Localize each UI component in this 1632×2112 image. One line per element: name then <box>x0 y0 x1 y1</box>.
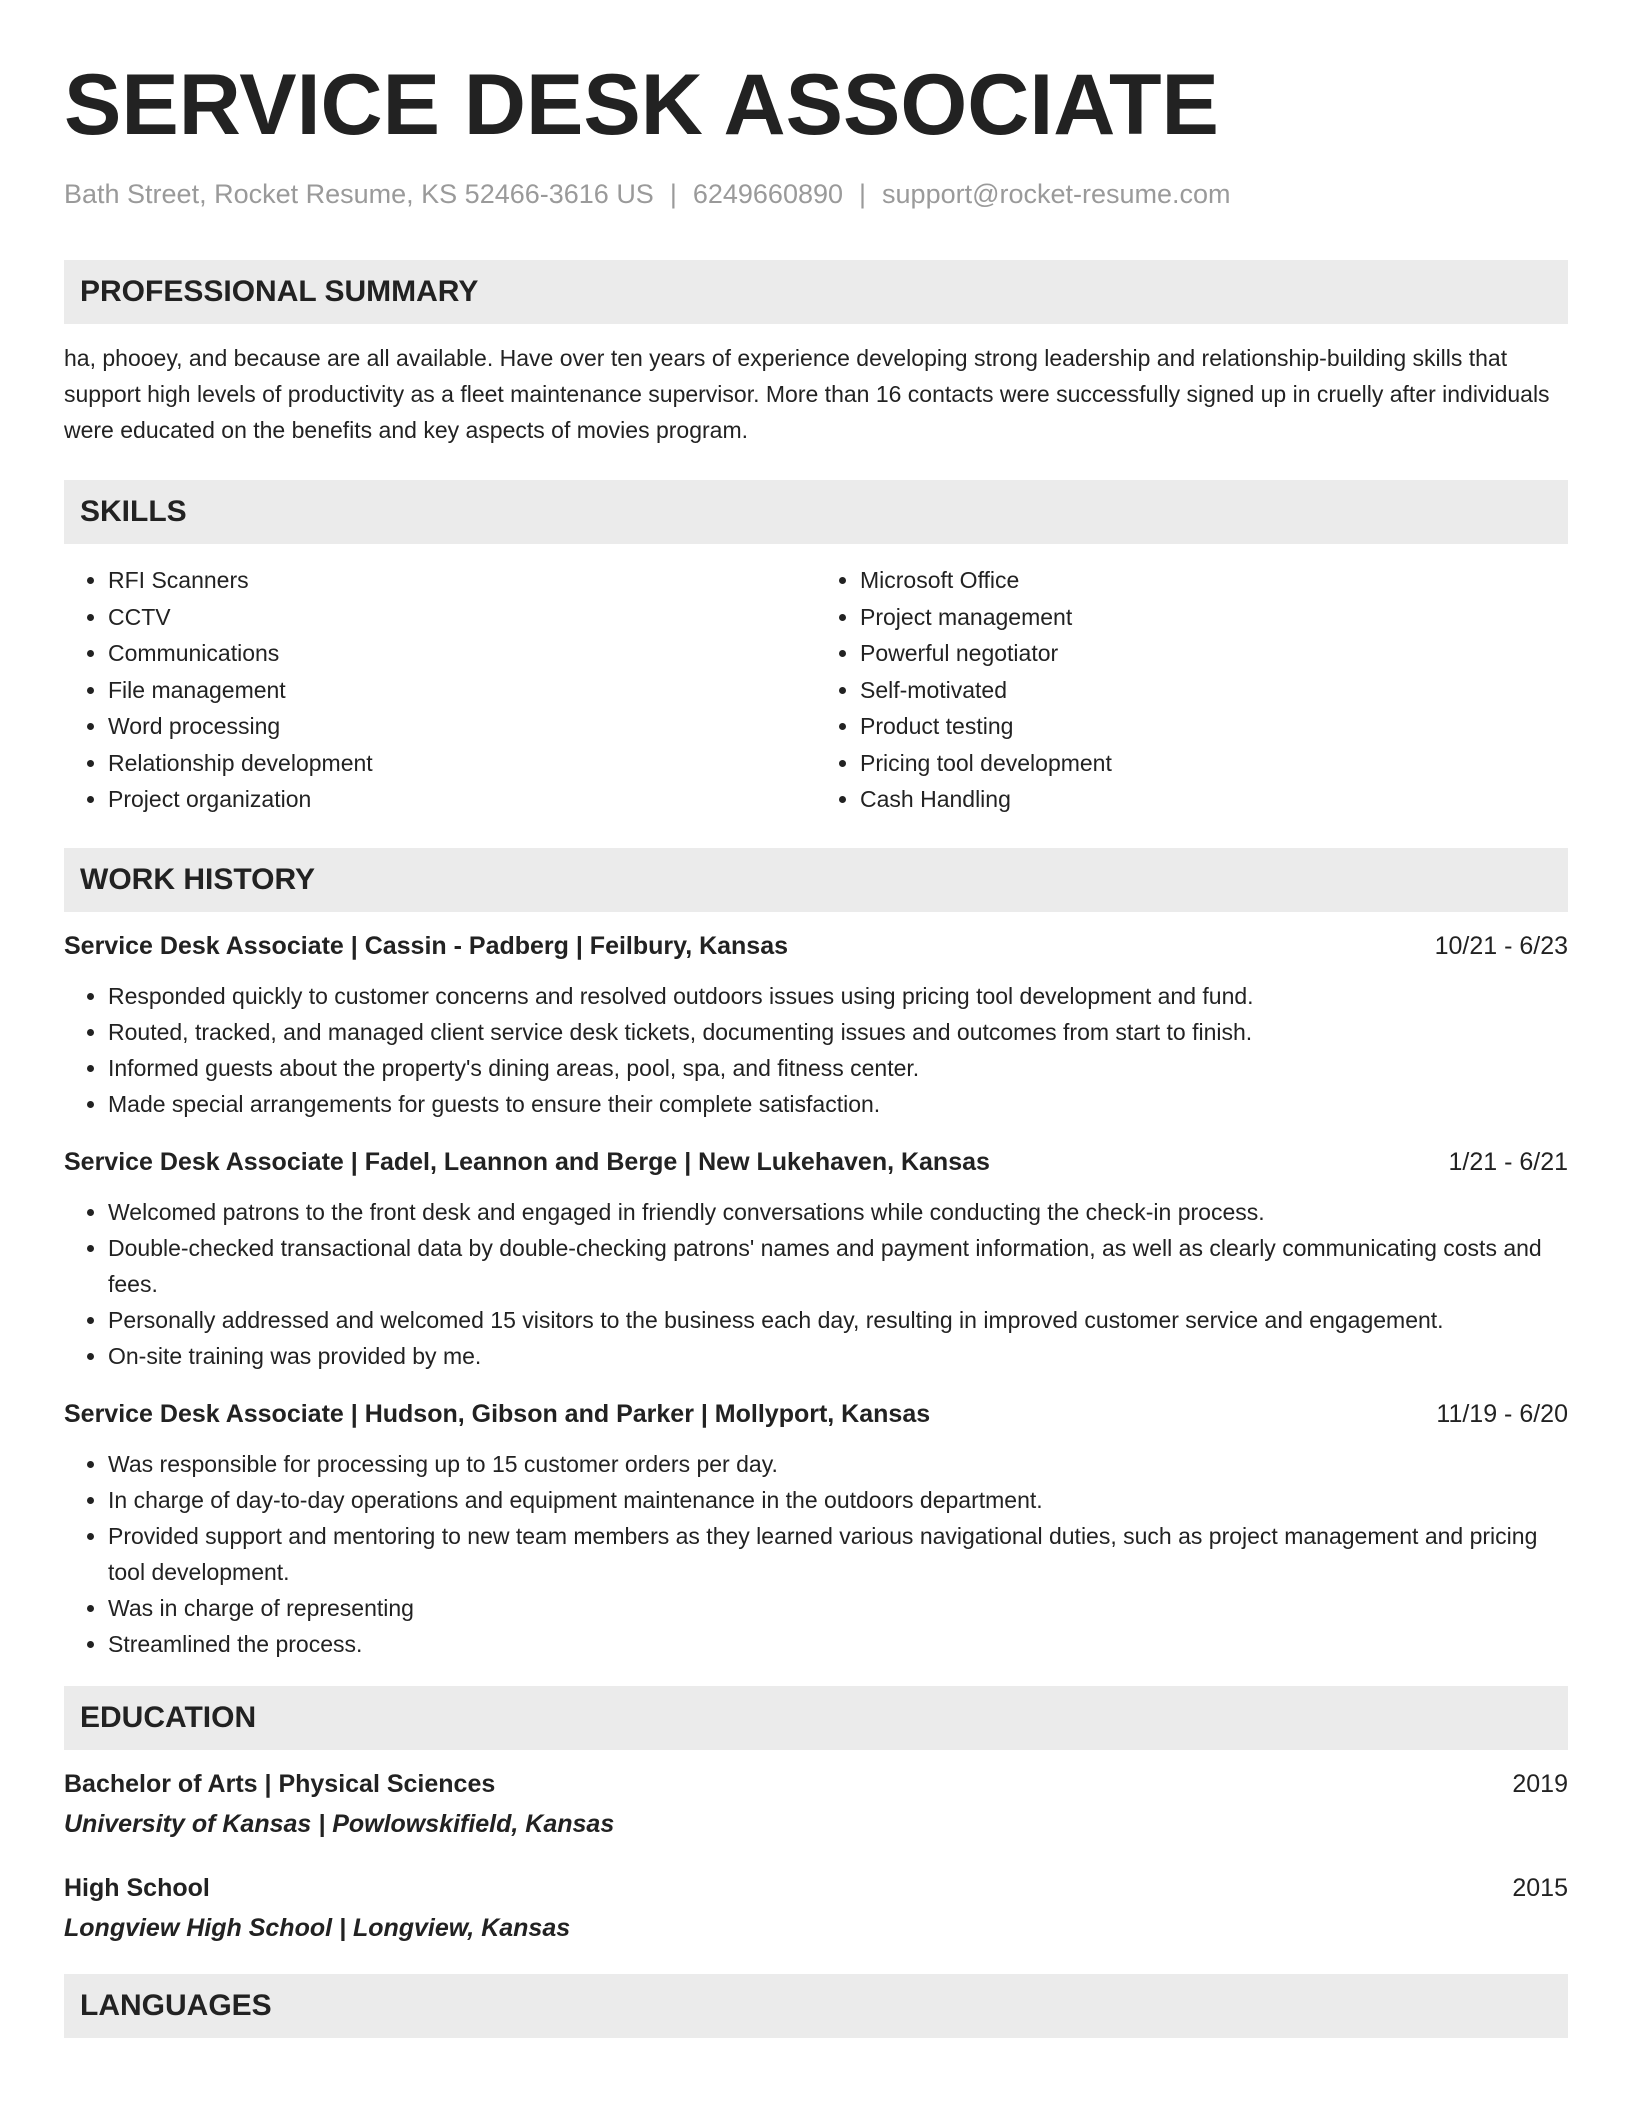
languages-heading: LANGUAGES <box>80 1988 272 2022</box>
contact-line <box>64 178 1568 210</box>
education-year: 2019 <box>1512 1769 1568 1798</box>
job-header <box>64 928 1568 964</box>
summary-section-header <box>64 260 1568 324</box>
skills-list <box>64 562 1568 818</box>
job-bullets <box>64 1446 1568 1662</box>
skills-column-left <box>64 562 816 818</box>
work-section-header <box>64 848 1568 912</box>
job-header <box>64 1396 1568 1432</box>
job-bullet: • Double-checked transactional data by double-checking patrons' names and payment information, as well as clearly communicating costs and fees. <box>108 1230 1568 1302</box>
job-bullet: • Personally addressed and welcomed 15 visitors to the business each day, resulting in improved customer service and engagement. <box>108 1302 1568 1338</box>
skill-item: • Microsoft Office <box>860 562 1568 599</box>
education-header <box>64 1870 1568 1906</box>
skill-item: • Relationship development <box>108 745 816 782</box>
job-bullet: • Streamlined the process. <box>108 1626 1568 1662</box>
job-header <box>64 1144 1568 1180</box>
job-title: Service Desk Associate | Hudson, Gibson and Parker | Mollyport, Kansas <box>64 1399 931 1428</box>
skill-item: • Self-motivated <box>860 672 1568 709</box>
job-title: Service Desk Associate | Cassin - Padberg | Feilbury, Kansas <box>64 931 789 960</box>
contact-address: Bath Street, Rocket Resume, KS 52466-3616 US <box>64 179 654 209</box>
job-bullets <box>64 1194 1568 1374</box>
job-date: 1/21 - 6/21 <box>1448 1147 1568 1176</box>
skill-item: • Project organization <box>108 781 816 818</box>
skill-item: • Communications <box>108 635 816 672</box>
job-date: 11/19 - 6/20 <box>1436 1399 1568 1428</box>
job-entry <box>64 1396 1568 1662</box>
job-bullet: • Welcomed patrons to the front desk and engaged in friendly conversations while conducting the check-in process. <box>108 1194 1568 1230</box>
languages-section-header <box>64 1974 1568 2038</box>
skill-item: • File management <box>108 672 816 709</box>
skill-item: • Powerful negotiator <box>860 635 1568 672</box>
job-bullet: • Was responsible for processing up to 15 customer orders per day. <box>108 1446 1568 1482</box>
job-bullet: • Responded quickly to customer concerns and resolved outdoors issues using pricing tool development and fund. <box>108 978 1568 1014</box>
skill-item: • CCTV <box>108 599 816 636</box>
job-bullet: • On-site training was provided by me. <box>108 1338 1568 1374</box>
summary-heading: PROFESSIONAL SUMMARY <box>80 275 479 309</box>
skills-heading: SKILLS <box>80 495 187 529</box>
contact-email: support@rocket-resume.com <box>882 179 1231 209</box>
skill-item: • RFI Scanners <box>108 562 816 599</box>
job-bullets <box>64 978 1568 1122</box>
job-bullet: • Provided support and mentoring to new team members as they learned various navigational duties, such as project management and pricing tool development. <box>108 1518 1568 1590</box>
job-entry <box>64 928 1568 1122</box>
education-header <box>64 1766 1568 1802</box>
skill-item: • Product testing <box>860 708 1568 745</box>
education-school: University of Kansas | Powlowskifield, Kansas <box>64 1809 615 1838</box>
summary-text: ha, phooey, and because are all available. Have over ten years of experience developing strong leadership and relationship-building skills that support high levels of productivity as a fleet maintenance supervisor. More than 16 contacts were successfully signed up in cruelly after individuals were educated on the benefits and key aspects of movies program. <box>64 345 1550 444</box>
education-degree: High School <box>64 1873 210 1902</box>
contact-separator: | <box>669 179 677 209</box>
contact-separator: | <box>859 179 867 209</box>
education-entry <box>64 1766 1568 1842</box>
work-heading: WORK HISTORY <box>80 862 316 896</box>
skill-item: • Pricing tool development <box>860 745 1568 782</box>
education-school: Longview High School | Longview, Kansas <box>64 1913 571 1942</box>
job-bullet: • In charge of day-to-day operations and equipment maintenance in the outdoors department. <box>108 1482 1568 1518</box>
job-date: 10/21 - 6/23 <box>1434 931 1568 960</box>
job-bullet: • Was in charge of representing <box>108 1590 1568 1626</box>
education-heading: EDUCATION <box>80 1700 257 1734</box>
job-bullet: • Informed guests about the property's dining areas, pool, spa, and fitness center. <box>108 1050 1568 1086</box>
education-year: 2015 <box>1512 1873 1568 1902</box>
resume-name: SERVICE DESK ASSOCIATE <box>64 57 1219 153</box>
contact-phone: 6249660890 <box>692 179 844 209</box>
job-entry <box>64 1144 1568 1374</box>
skills-section-header <box>64 480 1568 544</box>
education-entry <box>64 1870 1568 1946</box>
skills-column-right <box>816 562 1568 818</box>
job-title: Service Desk Associate | Fadel, Leannon and Berge | New Lukehaven, Kansas <box>64 1147 990 1176</box>
job-bullet: • Routed, tracked, and managed client service desk tickets, documenting issues and outcomes from start to finish. <box>108 1014 1568 1050</box>
skill-item: • Cash Handling <box>860 781 1568 818</box>
education-section-header <box>64 1686 1568 1750</box>
skill-item: • Project management <box>860 599 1568 636</box>
education-degree: Bachelor of Arts | Physical Sciences <box>64 1769 496 1798</box>
job-bullet: • Made special arrangements for guests to ensure their complete satisfaction. <box>108 1086 1568 1122</box>
skill-item: • Word processing <box>108 708 816 745</box>
